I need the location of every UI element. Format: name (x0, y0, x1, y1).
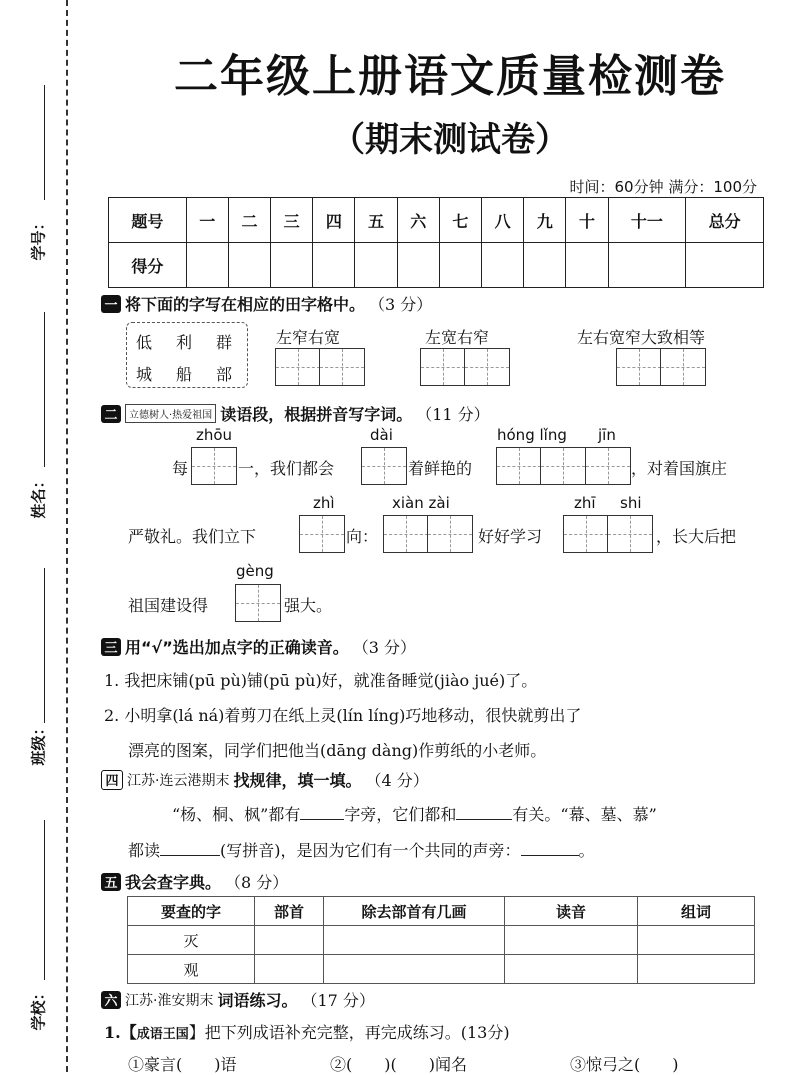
score-table (108, 197, 764, 288)
tianzige-group[interactable] (497, 447, 631, 485)
fill-blank[interactable] (300, 819, 344, 820)
answer-cell[interactable] (324, 955, 505, 984)
column-header: 要查的字 (128, 897, 255, 926)
section-points: （8 分） (225, 873, 289, 892)
score-cell: 五 (355, 198, 397, 243)
section-number: 三 (101, 638, 121, 656)
score-cell: 四 (313, 198, 355, 243)
fill-text: 。 (578, 841, 595, 860)
score-cell: 一 (186, 198, 228, 243)
idiom-item: ②( )( )闻名 (330, 1055, 467, 1074)
fill-text: (写拼音)，是因为它们有一个共同的声旁： (220, 841, 521, 860)
passage-text: 严敬礼。我们立下 (128, 527, 257, 546)
section-points: （17 分） (301, 991, 375, 1010)
section-number: 二 (101, 405, 121, 423)
score-cell: 二 (228, 198, 270, 243)
tianzige-group[interactable] (384, 515, 473, 553)
score-cell: 八 (482, 198, 524, 243)
page-title: 二年级上册语文质量检测卷 (174, 51, 726, 102)
fill-blank[interactable] (456, 819, 512, 820)
idiom-item: ①豪言( )语 (128, 1055, 237, 1074)
section-5-header (101, 870, 288, 893)
name-label: 姓名： (29, 473, 48, 519)
section-number: 四 (101, 770, 123, 790)
exam-meta: 时间：60分钟 满分：100分 (569, 178, 757, 196)
score-input-cell[interactable] (228, 243, 270, 288)
score-cell: 六 (397, 198, 439, 243)
student-id-line (44, 85, 45, 200)
question-line (104, 1020, 510, 1043)
score-input-cell[interactable] (313, 243, 355, 288)
fill-text: 有关。“幕、墓、慕” (512, 805, 657, 824)
passage-text: 祖国建设得 (128, 596, 209, 615)
pinyin: shi (620, 494, 642, 512)
section-1-header (101, 292, 432, 315)
group-label: 左宽右窄 (425, 328, 490, 347)
passage-text: 着鲜艳的 (408, 459, 473, 478)
section-points: （11 分） (416, 405, 490, 424)
pinyin: xiàn zài (392, 494, 450, 512)
score-cell: 十一 (608, 198, 686, 243)
lookup-char: 灭 (128, 926, 255, 955)
char: 城 (136, 365, 153, 384)
char: 群 (216, 333, 233, 352)
fill-text: “杨、桐、枫”都有 (172, 805, 301, 824)
score-input-cell[interactable] (271, 243, 313, 288)
table-header-row (128, 897, 755, 926)
answer-cell[interactable] (324, 926, 505, 955)
fill-text: 字旁，它们都和 (344, 805, 457, 824)
column-header: 除去部首有几画 (324, 897, 505, 926)
section-number: 一 (101, 295, 121, 313)
pinyin: gèng (236, 562, 274, 580)
lookup-char: 观 (128, 955, 255, 984)
name-line (44, 312, 45, 467)
score-header-row (109, 198, 764, 243)
column-header: 组词 (638, 897, 755, 926)
score-input-cell[interactable] (186, 243, 228, 288)
section-title: 将下面的字写在相应的田字格中。 (125, 295, 366, 314)
question-line: 2. 小明拿(lá ná)着剪刀在纸上灵(lín líng)巧地移动，很快就剪出了 (104, 706, 582, 725)
section-source: 江苏·淮安期末 (125, 992, 214, 1009)
table-row (128, 955, 755, 984)
answer-cell[interactable] (638, 926, 755, 955)
dictionary-table (127, 896, 755, 984)
section-4-header (101, 768, 429, 791)
section-points: （4 分） (365, 771, 429, 790)
answer-cell[interactable] (255, 955, 324, 984)
score-value-row (109, 243, 764, 288)
score-cell: 七 (439, 198, 481, 243)
binding-dashed-line (66, 0, 68, 1072)
fill-line (128, 838, 595, 861)
score-cell: 十 (566, 198, 608, 243)
student-id-label: 学号： (29, 215, 48, 261)
fill-text: 都读 (128, 841, 161, 860)
section-tag: 立德树人·热爱祖国 (125, 404, 216, 423)
question-line: 漂亮的图案，同学们把他当(dāng dàng)作剪纸的小老师。 (128, 741, 547, 760)
passage-text: 强大。 (284, 596, 333, 615)
passage-text: ，长大后把 (656, 527, 737, 546)
section-title: 用“√”选出加点字的正确读音。 (125, 638, 349, 657)
fill-blank[interactable] (521, 855, 579, 856)
pinyin: jīn (598, 426, 616, 444)
pinyin: zhōu (196, 426, 233, 444)
idiom-item: ③惊弓之( ) (570, 1055, 679, 1074)
group-label: 左窄右宽 (276, 328, 341, 347)
score-cell: 九 (524, 198, 566, 243)
pinyin: zhì (313, 494, 335, 512)
score-input-cell[interactable] (608, 243, 686, 288)
score-input-cell[interactable] (686, 243, 764, 288)
char: 利 (176, 333, 193, 352)
section-number: 五 (101, 873, 121, 891)
class-label: 班级： (29, 720, 48, 766)
score-row-label: 得分 (109, 243, 187, 288)
fill-line (172, 802, 657, 825)
pinyin: zhī (574, 494, 596, 512)
tianzige-group[interactable] (617, 348, 706, 386)
char: 船 (176, 365, 193, 384)
tianzige-group[interactable] (564, 515, 653, 553)
answer-cell[interactable] (505, 955, 638, 984)
score-cell: 题号 (109, 198, 187, 243)
passage-text: 一，我们都会 (238, 459, 335, 478)
table-row (128, 926, 755, 955)
column-header: 部首 (255, 897, 324, 926)
passage-text: 每 (172, 459, 189, 478)
answer-cell[interactable] (505, 926, 638, 955)
question-line: 1. 我把床铺(pū pù)铺(pū pù)好，就准备睡觉(jiào jué)了。 (104, 671, 538, 690)
section-source: 江苏·连云港期末 (127, 772, 230, 789)
tianzige-group[interactable] (276, 348, 365, 386)
score-cell: 三 (271, 198, 313, 243)
question-tag: 成语王国 (136, 1027, 189, 1042)
question-text: 】把下列成语补充完整，再完成练习。(13分) (188, 1023, 510, 1042)
page-subtitle: （期末测试卷） (331, 120, 569, 160)
group-label: 左右宽窄大致相等 (577, 328, 706, 347)
score-input-cell[interactable] (439, 243, 481, 288)
passage-text: 向： (346, 527, 379, 546)
char: 部 (216, 365, 233, 384)
column-header: 读音 (505, 897, 638, 926)
section-2-header (101, 402, 490, 425)
class-line (44, 568, 45, 723)
section-points: （3 分） (352, 638, 416, 657)
passage-text: 好好学习 (478, 527, 543, 546)
answer-cell[interactable] (255, 926, 324, 955)
school-label: 学校： (29, 985, 48, 1031)
score-input-cell[interactable] (397, 243, 439, 288)
score-input-cell[interactable] (355, 243, 397, 288)
question-label: 1.【 (104, 1023, 137, 1042)
score-input-cell[interactable] (482, 243, 524, 288)
char: 低 (136, 333, 153, 352)
tianzige-group[interactable] (421, 348, 510, 386)
section-points: （3 分） (369, 295, 433, 314)
section-title: 读语段，根据拼音写字词。 (220, 405, 413, 424)
score-input-cell[interactable] (524, 243, 566, 288)
section-6-header (101, 988, 375, 1011)
tianzige-group[interactable] (192, 447, 237, 485)
fill-blank[interactable] (160, 855, 220, 856)
section-title: 我会查字典。 (125, 873, 222, 892)
section-title: 找规律，填一填。 (233, 771, 362, 790)
tianzige-group[interactable] (300, 515, 345, 553)
pinyin: hóng lǐng (497, 426, 567, 444)
tianzige-group[interactable] (236, 584, 281, 622)
pinyin: dài (370, 426, 393, 444)
score-cell: 总分 (686, 198, 764, 243)
section-title: 词语练习。 (217, 991, 298, 1010)
passage-text: ，对着国旗庄 (631, 459, 728, 478)
score-input-cell[interactable] (566, 243, 608, 288)
school-line (44, 820, 45, 980)
answer-cell[interactable] (638, 955, 755, 984)
tianzige-group[interactable] (362, 447, 407, 485)
section-number: 六 (101, 991, 121, 1009)
section-3-header (101, 635, 416, 658)
